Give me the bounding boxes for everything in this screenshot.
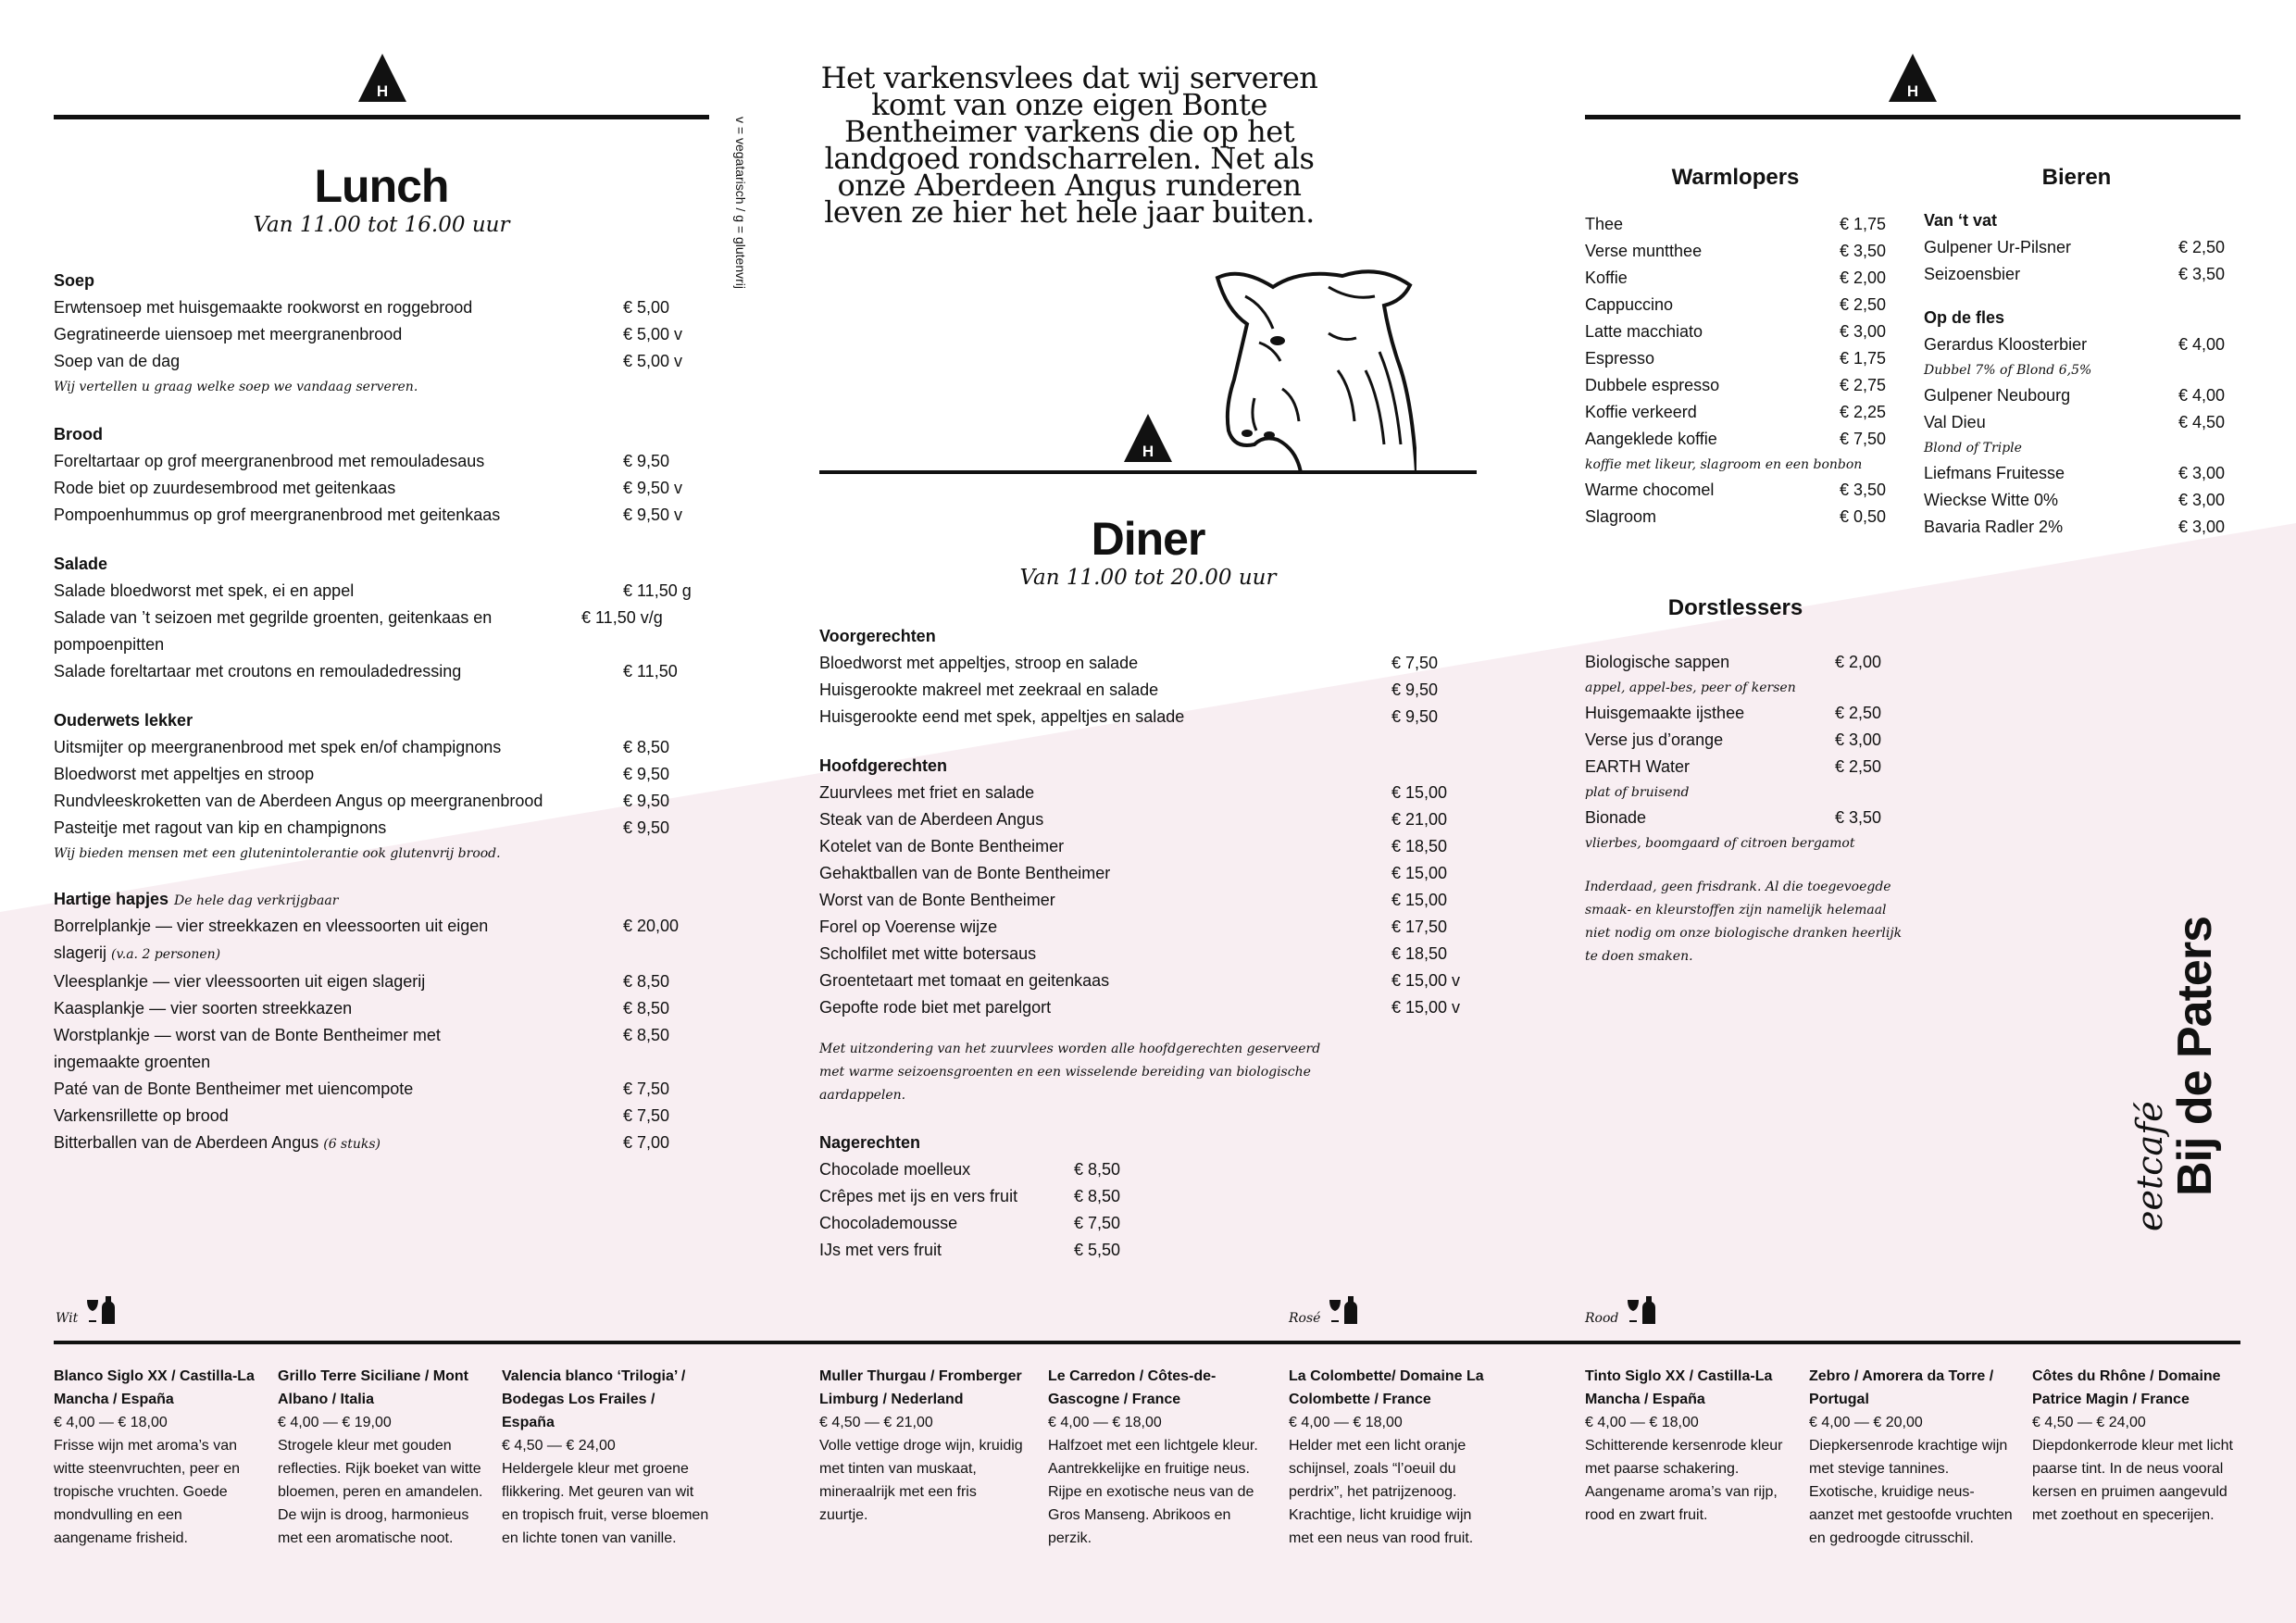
item-name: Verse muntthee: [1585, 242, 1703, 260]
menu-item: [54, 1076, 711, 1103]
diner-subtitle: Van 11.00 tot 20.00 uur: [1019, 566, 1277, 590]
lunch-header: [54, 159, 709, 237]
item-name: EARTH Water: [1585, 757, 1691, 776]
menu-item: [1585, 477, 1886, 504]
item-price: € 1,75: [1840, 349, 1887, 368]
menu-item: [819, 994, 1467, 1021]
category-hapjes-label: Hartige hapjes: [54, 890, 169, 908]
wine-price: € 4,00 — € 19,00: [278, 1415, 392, 1430]
item-price: € 9,50: [1391, 707, 1439, 726]
menu-item: [819, 650, 1467, 677]
item-name: Rundvleeskroketten van de Aberdeen Angus op meergranenbrood: [54, 792, 543, 810]
item-name: Erwtensoep met huisgemaakte rookworst en roggebrood: [54, 298, 473, 317]
wine-name: Valencia blanco ‘Trilogia’ / Bodegas Los Frailes / España: [502, 1368, 686, 1430]
wine-name: Blanco Siglo XX / Castilla-La Mancha / España: [54, 1368, 255, 1407]
item-price: € 3,00: [2178, 518, 2226, 536]
item-name: Bionade: [1585, 808, 1647, 827]
category-hapjes: [54, 890, 711, 909]
menu-item: [1924, 234, 2229, 261]
item-price: € 7,50: [623, 1080, 670, 1098]
bieren-section: [1924, 165, 2229, 541]
wine-price: € 4,00 — € 18,00: [54, 1415, 168, 1430]
item-price: € 4,50: [2178, 413, 2226, 431]
wine-name: Le Carredon / Côtes-de-Gascogne / France: [1048, 1368, 1217, 1407]
item-price: € 11,50 v/g: [581, 608, 663, 627]
dorstlessers-footnote: Inderdaad, geen frisdrank. Al die toegevoegde smaak- en kleurstoffen zijn namelijk helemaal niet nodig om onze biologische dranken heerlijk te doen smaken.: [1585, 880, 1903, 964]
category-soep: Soep: [54, 271, 95, 290]
menu-item: [819, 833, 1467, 860]
item-note: appel, appel-bes, peer of kersen: [1585, 680, 1796, 695]
item-price: € 2,25: [1840, 403, 1887, 421]
menu-item: [54, 1130, 711, 1158]
wine-entry: [2032, 1365, 2240, 1527]
brand-small: eetcafé: [2129, 1101, 2170, 1231]
item-name: Forel op Voerense wijze: [819, 918, 998, 936]
category-hapjes-note: De hele dag verkrijgbaar: [174, 893, 339, 908]
wine-description: Heldergele kleur met groene flikkering. Met geuren van wit en tropisch fruit, verse bloemen en lichte tonen van vanille.: [502, 1461, 709, 1546]
menu-item: [1585, 238, 1886, 265]
item-price: € 7,00: [623, 1133, 670, 1152]
gluten-note: Wij bieden mensen met een glutenintolerantie ook glutenvrij brood.: [54, 846, 501, 861]
menu-item: [1924, 409, 2229, 436]
item-price: € 2,00: [1840, 268, 1887, 287]
item-price: € 18,50: [1391, 837, 1448, 855]
item-price: € 5,00 v: [623, 352, 683, 370]
item-price: € 7,50: [1074, 1214, 1121, 1232]
menu-item: [1924, 382, 2229, 409]
item-name: Verse jus d’orange: [1585, 730, 1724, 749]
wine-entry: [1585, 1365, 1793, 1527]
item-name: Koffie: [1585, 268, 1628, 287]
item-price: € 8,50: [1074, 1160, 1121, 1179]
menu-item: [54, 1022, 711, 1076]
menu-item: [1585, 265, 1886, 292]
item-price: € 8,50: [623, 999, 670, 1017]
item-price: € 2,75: [1840, 376, 1887, 394]
menu-item: [54, 1103, 711, 1130]
item-name: Foreltartaar op grof meergranenbrood met remouladesaus: [54, 452, 485, 470]
menu-item: [1924, 487, 2229, 514]
category-salade: Salade: [54, 555, 108, 573]
item-price: € 3,00: [1840, 322, 1887, 341]
wine-price: € 4,50 — € 24,00: [502, 1438, 616, 1454]
item-price: € 2,50: [1835, 757, 1882, 776]
item-price: € 9,50: [1391, 680, 1439, 699]
nagerechten-list: [819, 1156, 1125, 1264]
menu-item: [1585, 399, 1886, 426]
item-price: € 3,50: [1840, 242, 1887, 260]
item-price: € 4,00: [2178, 335, 2226, 354]
item-name: Kaasplankje — vier soorten streekkazen: [54, 999, 353, 1017]
item-name: Worst van de Bonte Bentheimer: [819, 891, 1055, 909]
menu-item: [1924, 460, 2229, 487]
item-price: € 15,00: [1391, 864, 1448, 882]
item-name: Scholfilet met witte botersaus: [819, 944, 1037, 963]
menu-item: [1924, 261, 2229, 288]
item-name: Warme chocomel: [1585, 481, 1715, 499]
bieren-title: Bieren: [2041, 165, 2112, 190]
item-name: Gehaktballen van de Bonte Bentheimer: [819, 864, 1111, 882]
category-voorgerechten: Voorgerechten: [819, 627, 936, 645]
item-name: Gegratineerde uiensoep met meergranenbrood: [54, 325, 403, 343]
menu-item: [819, 1210, 1125, 1237]
cow-illustration: [1190, 259, 1416, 472]
item-name: Varkensrillette op brood: [54, 1106, 229, 1125]
item-name: Seizoensbier: [1924, 265, 2021, 283]
menu-item: [54, 734, 711, 761]
wine-label-wit: [56, 1294, 117, 1326]
item-price: € 2,50: [1835, 704, 1882, 722]
drinks-rule: [1585, 115, 2240, 119]
item-name: Thee: [1585, 215, 1624, 233]
menu-item: [1924, 514, 2229, 541]
item-price: € 11,50: [623, 662, 678, 680]
menu-item: [54, 913, 711, 968]
item-name: Latte macchiato: [1585, 322, 1703, 341]
item-price: € 3,50: [1840, 481, 1887, 499]
wine-price: € 4,50 — € 21,00: [819, 1415, 933, 1430]
item-price: € 20,00: [623, 917, 680, 935]
diner-title: Diner: [1091, 513, 1205, 565]
warmlopers-title: Warmlopers: [1671, 165, 1800, 190]
item-price: € 21,00: [1391, 810, 1448, 829]
item-name: Zuurvlees met friet en salade: [819, 783, 1035, 802]
menu-item: [1585, 372, 1886, 399]
wine-description: Schitterende kersenrode kleur met paarse schakering. Aangename aroma’s van rijp, rood en zwart fruit.: [1585, 1438, 1783, 1523]
h-logo-icon: [1887, 52, 1939, 104]
item-price: € 9,50: [623, 765, 670, 783]
wine-bottle-glass-icon: [1626, 1294, 1657, 1326]
item-name: Pasteitje met ragout van kip en champignons: [54, 818, 387, 837]
item-price: € 8,50: [623, 1026, 670, 1044]
item-price: € 7,50: [1840, 430, 1887, 448]
menu-item: [819, 1183, 1125, 1210]
wine-price: € 4,00 — € 18,00: [1289, 1415, 1403, 1430]
item-name: [54, 913, 507, 968]
menu-item: [54, 578, 711, 605]
item-name: Crêpes met ijs en vers fruit: [819, 1187, 1018, 1205]
item-price: € 15,00 v: [1391, 971, 1461, 990]
wine-rule: [54, 1341, 2240, 1344]
h-logo-icon: [1122, 412, 1174, 464]
item-name: Aangeklede koffie: [1585, 430, 1717, 448]
menu-item: [54, 968, 711, 995]
dorstlessers-section: [1585, 595, 1903, 968]
dorstlessers-title: Dorstlessers: [1667, 595, 1803, 620]
item-name: Slagroom: [1585, 507, 1657, 526]
bieren-list: [1924, 211, 2229, 541]
item-name: Huisgemaakte ijsthee: [1585, 704, 1745, 722]
wine-entry: [1289, 1365, 1497, 1550]
menu-item: [819, 1156, 1125, 1183]
item-price: € 8,50: [623, 972, 670, 991]
item-price: € 4,00: [2178, 386, 2226, 405]
wine-price: € 4,50 — € 24,00: [2032, 1415, 2146, 1430]
item-name: Gepofte rode biet met parelgort: [819, 998, 1052, 1017]
item-name: Steak van de Aberdeen Angus: [819, 810, 1044, 829]
item-price: € 3,50: [2178, 265, 2226, 283]
item-note: vlierbes, boomgaard of citroen bergamot: [1585, 836, 1855, 851]
category-brood: Brood: [54, 425, 103, 443]
wine-bottle-glass-icon: [1328, 1294, 1359, 1326]
item-price: € 8,50: [623, 738, 670, 756]
wine-entry: [1048, 1365, 1263, 1550]
item-name: Chocolademousse: [819, 1214, 958, 1232]
item-price: € 2,00: [1835, 653, 1882, 671]
category-hoofdgerechten: Hoofdgerechten: [819, 756, 948, 775]
item-name: Bloedworst met appeltjes en stroop: [54, 765, 315, 783]
menu-item: [1585, 292, 1886, 318]
lunch-menu: [54, 271, 711, 1158]
menu-item: [819, 780, 1467, 806]
wine-description: Frisse wijn met aroma’s van witte steenvruchten, peer en tropische vruchten. Goede mondvulling en een aangename frisheid.: [54, 1438, 241, 1546]
item-price: € 3,00: [2178, 464, 2226, 482]
wine-entry: [278, 1365, 486, 1550]
diner-menu: [819, 627, 1467, 1264]
item-name: Val Dieu: [1924, 413, 1986, 431]
category-nagerechten: Nagerechten: [819, 1133, 921, 1152]
item-extra: (6 stuks): [323, 1137, 381, 1152]
item-name: Rode biet op zuurdesembrood met geitenkaas: [54, 479, 396, 497]
item-price: € 18,50: [1391, 944, 1448, 963]
item-name: Espresso: [1585, 349, 1655, 368]
wine-price: € 4,00 — € 18,00: [1048, 1415, 1162, 1430]
wine-name: Zebro / Amorera da Torre / Portugal: [1809, 1368, 1994, 1407]
item-name: [54, 1130, 623, 1158]
menu-item: [819, 941, 1467, 968]
menu-item: [1585, 345, 1886, 372]
item-note: Dubbel 7% of Blond 6,5%: [1924, 363, 2092, 378]
item-name-text: Borrelplankje — vier streekkazen en vleessoorten uit eigen slagerij: [54, 917, 489, 962]
item-name: Bavaria Radler 2%: [1924, 518, 2064, 536]
item-note: Blond of Triple: [1924, 441, 2022, 456]
menu-item: [54, 348, 711, 375]
wine-name: Côtes du Rhône / Domaine Patrice Magin / France: [2032, 1368, 2221, 1407]
menu-item: [54, 761, 711, 788]
item-name: Dubbele espresso: [1585, 376, 1720, 394]
item-price: € 0,50: [1840, 507, 1887, 526]
menu-item: [1585, 805, 1886, 831]
item-price: € 11,50 g: [623, 581, 692, 600]
wine-label-rood: [1585, 1294, 1657, 1326]
lunch-title: Lunch: [314, 160, 449, 212]
wine-price: € 4,00 — € 20,00: [1809, 1415, 1923, 1430]
item-price: € 9,50 v: [623, 479, 683, 497]
item-name-text: Bitterballen van de Aberdeen Angus: [54, 1133, 319, 1152]
menu-item: [819, 860, 1467, 887]
item-price: € 2,50: [1840, 295, 1887, 314]
wine-name: Tinto Siglo XX / Castilla-La Mancha / España: [1585, 1368, 1773, 1407]
item-name: IJs met vers fruit: [819, 1241, 942, 1259]
fles-list: [1924, 331, 2229, 541]
item-price: € 7,50: [1391, 654, 1439, 672]
item-price: € 15,00: [1391, 891, 1448, 909]
item-name: Huisgerookte eend met spek, appeltjes en salade: [819, 707, 1185, 726]
vat-list: [1924, 234, 2229, 288]
item-price: € 2,50: [2178, 238, 2226, 256]
menu-item: [1585, 504, 1886, 531]
item-price: € 1,75: [1840, 215, 1887, 233]
item-name: Kotelet van de Bonte Bentheimer: [819, 837, 1065, 855]
menu-item: [819, 914, 1467, 941]
menu-item: [54, 995, 711, 1022]
item-name: Vleesplankje — vier vleessoorten uit eigen slagerij: [54, 972, 426, 991]
warmlopers-section: [1585, 165, 1886, 531]
menu-item: [1924, 331, 2229, 358]
wine-label-wit-text: Wit: [56, 1311, 79, 1326]
h-logo-icon: [356, 52, 408, 104]
menu-item: [54, 448, 711, 475]
item-price: € 7,50: [623, 1106, 670, 1125]
item-name: Gerardus Kloosterbier: [1924, 335, 2088, 354]
menu-item: [54, 475, 711, 502]
item-name: Salade van ’t seizoen met gegrilde groenten, geitenkaas en pompoenpitten: [54, 608, 493, 654]
item-price: € 9,50: [623, 818, 670, 837]
item-price: € 5,00: [623, 298, 670, 317]
svg-text:H: H: [376, 82, 389, 100]
category-fles: Op de fles: [1924, 308, 2005, 327]
item-extra: (v.a. 2 personen): [111, 947, 221, 962]
menu-item: [819, 1237, 1125, 1264]
menu-item: [819, 806, 1467, 833]
wine-entry: [1809, 1365, 2017, 1550]
wine-bottle-glass-icon: [85, 1294, 117, 1326]
item-name: Salade foreltartaar met croutons en remouladedressing: [54, 662, 462, 680]
warmlopers-list: [1585, 211, 1886, 531]
menu-item: [54, 788, 711, 815]
item-price: € 5,00 v: [623, 325, 683, 343]
wine-label-rose-text: Rosé: [1289, 1311, 1321, 1326]
pork-quote: Het varkensvlees dat wij serveren komt van onze eigen Bonte Bentheimer varkens die op het landgoed rondscharrelen. Net als onze Aberdeen Angus runderen leven ze hier het hele jaar buiten.: [820, 60, 1318, 230]
menu-item: [54, 294, 711, 321]
wine-name: Grillo Terre Siciliane / Mont Albano / Italia: [278, 1368, 468, 1407]
menu-item: [819, 968, 1467, 994]
item-price: € 9,50 v: [623, 506, 683, 524]
wine-label-rood-text: Rood: [1585, 1311, 1619, 1326]
brand-big: Bij de Paters: [2168, 917, 2222, 1197]
item-price: € 15,00: [1391, 783, 1448, 802]
item-name: Wieckse Witte 0%: [1924, 491, 2059, 509]
item-name: Soep van de dag: [54, 352, 181, 370]
hoofdgerechten-note: Met uitzondering van het zuurvlees worden alle hoofdgerechten geserveerd met warme seizoensgroenten en een wisselende bereiding van biologische aardappelen.: [819, 1042, 1321, 1103]
item-price: € 3,50: [1835, 808, 1882, 827]
menu-item: [54, 321, 711, 348]
menu-item: [1585, 649, 1886, 676]
item-price: € 17,50: [1391, 918, 1448, 936]
wine-entry: [54, 1365, 262, 1550]
item-name: Paté van de Bonte Bentheimer met uiencompote: [54, 1080, 414, 1098]
item-name: Worstplankje — worst van de Bonte Bentheimer met ingemaakte groenten: [54, 1026, 441, 1071]
item-price: € 15,00 v: [1391, 998, 1461, 1017]
item-price: € 9,50: [623, 452, 670, 470]
item-name: Cappuccino: [1585, 295, 1674, 314]
item-note: plat of bruisend: [1585, 785, 1690, 800]
menu-item: [54, 815, 711, 842]
item-name: Groentetaart met tomaat en geitenkaas: [819, 971, 1110, 990]
menu-item: [1585, 211, 1886, 238]
menu-item: [1585, 426, 1886, 453]
item-name: Uitsmijter op meergranenbrood met spek en/of champignons: [54, 738, 502, 756]
item-price: € 5,50: [1074, 1241, 1121, 1259]
menu-item: [1585, 727, 1886, 754]
item-name: Gulpener Ur-Pilsner: [1924, 238, 2072, 256]
lunch-rule: [54, 115, 709, 119]
item-name: Koffie verkeerd: [1585, 403, 1697, 421]
dorstlessers-list: [1585, 649, 1886, 855]
item-name: Biologische sappen: [1585, 653, 1730, 671]
svg-text:H: H: [1142, 443, 1154, 460]
brand-logo: [2129, 917, 2259, 1241]
item-name: Bloedworst met appeltjes, stroop en salade: [819, 654, 1139, 672]
svg-text:H: H: [1906, 82, 1919, 100]
wine-name: La Colombette/ Domaine La Colombette / France: [1289, 1368, 1484, 1407]
item-note: koffie met likeur, slagroom en een bonbon: [1585, 457, 1863, 472]
item-name: Chocolade moelleux: [819, 1160, 971, 1179]
lunch-subtitle: Van 11.00 tot 16.00 uur: [253, 213, 510, 237]
diet-legend-text: v = vegatarisch / g = glutenvrij: [733, 117, 748, 289]
wine-label-rose: [1289, 1294, 1359, 1326]
brand-logo-rotated: [2129, 917, 2220, 1231]
item-name: Pompoenhummus op grof meergranenbrood met geitenkaas: [54, 506, 501, 524]
item-price: € 3,00: [2178, 491, 2226, 509]
diner-header: [819, 512, 1477, 590]
diet-legend: [728, 117, 755, 339]
wine-price: € 4,00 — € 18,00: [1585, 1415, 1699, 1430]
menu-item: [1585, 754, 1886, 780]
item-price: € 9,50: [623, 792, 670, 810]
item-price: € 8,50: [1074, 1187, 1121, 1205]
category-ouderwets: Ouderwets lekker: [54, 711, 193, 730]
wine-description: Diepkersenrode krachtige wijn met stevige tannines. Exotische, kruidige neus-aanzet met gestoofde vruchten en gedroogde citrusschil.: [1809, 1438, 2013, 1546]
diner-rule: [819, 470, 1477, 474]
menu-item: [1585, 700, 1886, 727]
item-name: Gulpener Neubourg: [1924, 386, 2071, 405]
menu-item: [819, 887, 1467, 914]
wine-entry: [819, 1365, 1028, 1527]
wine-description: Halfzoet met een lichtgele kleur. Aantrekkelijke en fruitige neus. Rijpe en exotische neus van de Gros Manseng. Abrikoos en perzik.: [1048, 1438, 1258, 1546]
wine-entry: [502, 1365, 710, 1550]
menu-item: [54, 605, 711, 658]
menu-item: [819, 704, 1467, 730]
soep-note: Wij vertellen u graag welke soep we vandaag serveren.: [54, 380, 418, 394]
item-name: Salade bloedworst met spek, ei en appel: [54, 581, 355, 600]
menu-item: [54, 658, 711, 685]
item-price: € 3,00: [1835, 730, 1882, 749]
wine-description: Helder met een licht oranje schijnsel, zoals “l’oeuil du perdrix”, het patrijzenoog. Krachtige, licht kruidige wijn met een neus van rood fruit.: [1289, 1438, 1474, 1546]
wine-description: Volle vettige droge wijn, kruidig met tinten van muskaat, mineraalrijk met een fris zuurtje.: [819, 1438, 1023, 1523]
menu-item: [54, 502, 711, 529]
wine-description: Strogele kleur met gouden reflecties. Rijk boeket van witte bloemen, peren en amandelen. De wijn is droog, harmonieus met een aromatische noot.: [278, 1438, 483, 1546]
item-name: Huisgerookte makreel met zeekraal en salade: [819, 680, 1159, 699]
item-name: Liefmans Fruitesse: [1924, 464, 2065, 482]
category-vat: Van ‘t vat: [1924, 211, 1998, 230]
wine-description: Diepdonkerrode kleur met licht paarse tint. In de neus vooral kersen en pruimen aangevuld met zoethout en specerijen.: [2032, 1438, 2233, 1523]
menu-item: [819, 677, 1467, 704]
wine-name: Muller Thurgau / Fromberger Limburg / Nederland: [819, 1368, 1022, 1407]
menu-item: [1585, 318, 1886, 345]
